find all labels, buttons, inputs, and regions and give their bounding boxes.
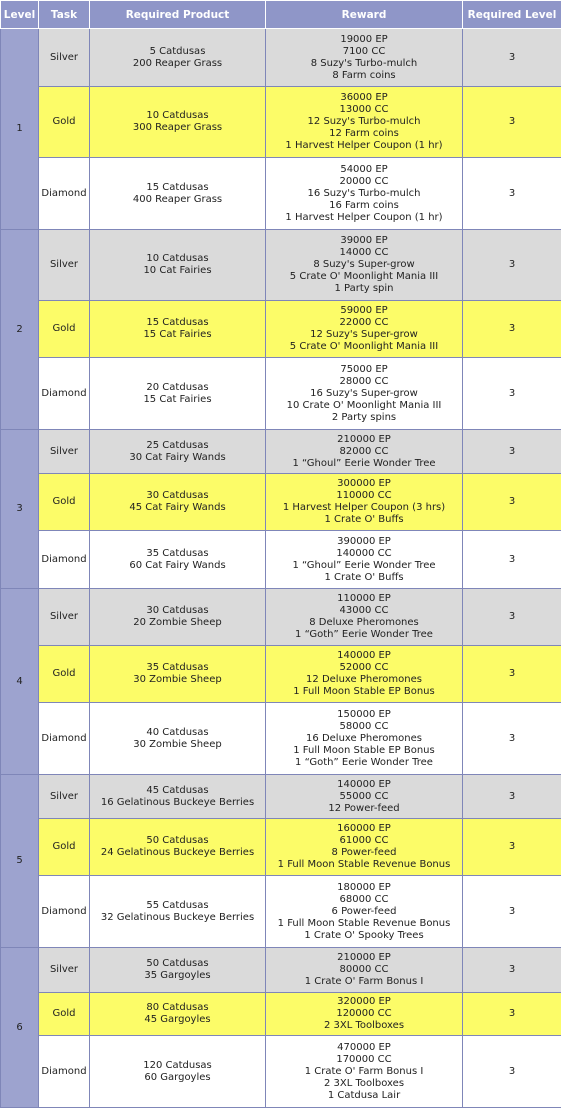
product-line: 15 Cat Fairies <box>143 329 212 340</box>
reward-line: 1 Catdusa Lair <box>327 1089 401 1101</box>
reward-line: 12 Suzy's Turbo-mulch <box>307 116 421 127</box>
reward-line: 12 Power-feed <box>328 802 400 814</box>
reward-line: 1 Full Moon Stable EP Bonus <box>293 686 435 697</box>
product-line: 40 Catdusas <box>146 726 209 738</box>
required-product-cell <box>90 819 266 876</box>
reward-cell <box>266 430 463 474</box>
reward-cell <box>266 819 463 876</box>
reward-cell <box>266 158 463 230</box>
required-product-cell <box>90 775 266 819</box>
product-line: 45 Gargoyles <box>144 1014 211 1025</box>
product-line: 45 Cat Fairy Wands <box>129 502 226 513</box>
task-cell: Silver <box>39 948 90 993</box>
reward-line: 1 “Goth” Eerie Wonder Tree <box>295 756 433 768</box>
required-level-cell: 3 <box>463 703 561 775</box>
product-line: 30 Cat Fairy Wands <box>129 451 226 463</box>
product-line: 32 Gelatinous Buckeye Berries <box>100 911 255 923</box>
required-product-cell <box>90 1036 266 1108</box>
reward-line: 12 Farm coins <box>329 128 399 139</box>
reward-line: 10 Crate O' Moonlight Mania III <box>286 399 442 411</box>
reward-line: 1 Harvest Helper Coupon (1 hr) <box>285 140 443 151</box>
required-product-cell <box>90 589 266 646</box>
product-line: 15 Catdusas <box>146 317 209 328</box>
reward-cell <box>266 474 463 531</box>
reward-cell <box>266 87 463 158</box>
reward-line: 14000 CC <box>339 247 389 258</box>
reward-line: 59000 EP <box>340 305 388 316</box>
reward-line: 6 Power-feed <box>331 905 397 917</box>
level-cell: 1 <box>1 29 39 230</box>
reward-line: 1 “Ghoul” Eerie Wonder Tree <box>292 559 436 571</box>
reward-line: 28000 CC <box>339 375 389 387</box>
reward-line: 1 Harvest Helper Coupon (3 hrs) <box>282 502 446 513</box>
required-product-cell <box>90 358 266 430</box>
header-required-level: Required Level <box>463 1 561 29</box>
table-row <box>1 948 561 993</box>
reward-cell <box>266 301 463 358</box>
reward-cell <box>266 876 463 948</box>
level-cell: 6 <box>1 948 39 1108</box>
reward-line: 160000 EP <box>337 823 391 834</box>
reward-line: 52000 CC <box>339 662 389 673</box>
reward-line: 210000 EP <box>337 433 391 445</box>
reward-line: 13000 CC <box>339 104 389 115</box>
table-row <box>1 358 561 430</box>
reward-line: 54000 EP <box>340 163 388 175</box>
task-cell: Silver <box>39 230 90 301</box>
product-line: 50 Catdusas <box>146 835 209 846</box>
reward-line: 16 Suzy's Turbo-mulch <box>307 187 421 199</box>
reward-line: 1 Harvest Helper Coupon (1 hr) <box>285 211 443 223</box>
required-level-cell: 3 <box>463 230 561 301</box>
reward-line: 170000 CC <box>336 1053 392 1065</box>
required-level-cell: 3 <box>463 158 561 230</box>
header-task: Task <box>39 1 90 29</box>
task-cell: Gold <box>39 474 90 531</box>
required-product-cell <box>90 876 266 948</box>
required-level-cell: 3 <box>463 358 561 430</box>
product-line: 80 Catdusas <box>146 1002 209 1013</box>
required-product-cell <box>90 474 266 531</box>
table-row <box>1 29 561 87</box>
reward-line: 39000 EP <box>340 235 388 246</box>
required-level-cell: 3 <box>463 87 561 158</box>
product-line: 30 Zombie Sheep <box>133 674 222 685</box>
product-line: 16 Gelatinous Buckeye Berries <box>100 796 255 808</box>
required-product-cell <box>90 948 266 993</box>
reward-line: 80000 CC <box>339 964 389 975</box>
reward-cell <box>266 29 463 87</box>
reward-line: 210000 EP <box>337 952 391 963</box>
header-row <box>1 1 561 29</box>
product-line: 60 Cat Fairy Wands <box>129 559 226 571</box>
table-row <box>1 531 561 589</box>
reward-line: 55000 CC <box>339 790 389 802</box>
reward-line: 36000 EP <box>340 92 388 103</box>
table-row <box>1 876 561 948</box>
reward-line: 8 Deluxe Pheromones <box>309 617 419 628</box>
required-level-cell: 3 <box>463 430 561 474</box>
required-product-cell <box>90 301 266 358</box>
product-line: 200 Reaper Grass <box>132 57 223 69</box>
reward-line: 8 Farm coins <box>332 69 396 81</box>
reward-line: 320000 EP <box>337 996 391 1007</box>
reward-line: 16 Suzy's Super-grow <box>310 387 418 399</box>
task-cell: Silver <box>39 775 90 819</box>
product-line: 15 Cat Fairies <box>143 393 212 405</box>
reward-cell <box>266 230 463 301</box>
required-product-cell <box>90 230 266 301</box>
task-cell: Gold <box>39 646 90 703</box>
task-cell: Diamond <box>39 358 90 430</box>
reward-line: 61000 CC <box>339 835 389 846</box>
table-row <box>1 775 561 819</box>
level-cell: 5 <box>1 775 39 948</box>
product-line: 60 Gargoyles <box>144 1071 211 1083</box>
table-row <box>1 993 561 1036</box>
task-cell: Gold <box>39 819 90 876</box>
reward-cell <box>266 531 463 589</box>
table-row <box>1 589 561 646</box>
required-level-cell: 3 <box>463 29 561 87</box>
required-level-cell: 3 <box>463 1036 561 1108</box>
product-line: 30 Catdusas <box>146 605 209 616</box>
table-row <box>1 158 561 230</box>
required-level-cell: 3 <box>463 531 561 589</box>
required-level-cell: 3 <box>463 876 561 948</box>
product-line: 10 Cat Fairies <box>143 265 212 276</box>
table-row <box>1 646 561 703</box>
reward-line: 12 Deluxe Pheromones <box>306 674 422 685</box>
reward-line: 1 Party spin <box>334 283 394 294</box>
task-cell: Diamond <box>39 876 90 948</box>
required-level-cell: 3 <box>463 819 561 876</box>
reward-line: 140000 CC <box>336 547 392 559</box>
reward-line: 75000 EP <box>340 363 388 375</box>
reward-cell <box>266 948 463 993</box>
product-line: 120 Catdusas <box>143 1059 212 1071</box>
header-required-product: Required Product <box>90 1 266 29</box>
reward-line: 1 Crate O' Buffs <box>324 571 404 583</box>
reward-line: 2 3XL Toolboxes <box>323 1020 405 1031</box>
table-body <box>1 29 561 1108</box>
required-product-cell <box>90 703 266 775</box>
product-line: 30 Catdusas <box>146 490 209 501</box>
reward-line: 19000 EP <box>340 33 388 45</box>
reward-line: 180000 EP <box>337 881 391 893</box>
product-line: 35 Gargoyles <box>144 970 211 981</box>
table-row <box>1 474 561 531</box>
reward-line: 470000 EP <box>337 1041 391 1053</box>
table-row <box>1 430 561 474</box>
reward-line: 110000 EP <box>337 593 391 604</box>
table-row <box>1 230 561 301</box>
required-product-cell <box>90 87 266 158</box>
product-line: 25 Catdusas <box>146 439 209 451</box>
reward-line: 1 Crate O' Farm Bonus I <box>304 1065 424 1077</box>
reward-line: 140000 EP <box>337 650 391 661</box>
reward-line: 1 “Ghoul” Eerie Wonder Tree <box>292 457 436 469</box>
reward-line: 1 Full Moon Stable EP Bonus <box>293 744 435 756</box>
header-reward: Reward <box>266 1 463 29</box>
task-cell: Gold <box>39 87 90 158</box>
required-level-cell: 3 <box>463 948 561 993</box>
reward-line: 120000 CC <box>336 1008 392 1019</box>
reward-line: 68000 CC <box>339 893 389 905</box>
task-cell: Gold <box>39 301 90 358</box>
product-line: 35 Catdusas <box>146 662 209 673</box>
table-row <box>1 1036 561 1108</box>
task-cell: Diamond <box>39 703 90 775</box>
product-line: 45 Catdusas <box>146 784 209 796</box>
required-level-cell: 3 <box>463 474 561 531</box>
task-cell: Diamond <box>39 531 90 589</box>
task-cell: Silver <box>39 589 90 646</box>
task-cell: Diamond <box>39 1036 90 1108</box>
reward-line: 58000 CC <box>339 720 389 732</box>
required-level-cell: 3 <box>463 301 561 358</box>
task-cell: Gold <box>39 993 90 1036</box>
product-line: 50 Catdusas <box>146 958 209 969</box>
reward-line: 1 Crate O' Spooky Trees <box>304 929 424 941</box>
product-line: 300 Reaper Grass <box>132 122 223 133</box>
product-line: 400 Reaper Grass <box>132 193 223 205</box>
required-level-cell: 3 <box>463 589 561 646</box>
reward-line: 20000 CC <box>339 175 389 187</box>
reward-line: 390000 EP <box>337 535 391 547</box>
product-line: 30 Zombie Sheep <box>133 738 222 750</box>
reward-line: 16 Deluxe Pheromones <box>306 732 422 744</box>
level-cell: 4 <box>1 589 39 775</box>
reward-line: 1 “Goth” Eerie Wonder Tree <box>295 629 433 640</box>
task-cell: Silver <box>39 29 90 87</box>
reward-line: 8 Suzy's Super-grow <box>313 259 415 270</box>
reward-cell <box>266 993 463 1036</box>
header-level: Level <box>1 1 39 29</box>
product-line: 10 Catdusas <box>146 110 209 121</box>
product-line: 20 Catdusas <box>146 381 209 393</box>
table-row <box>1 87 561 158</box>
required-product-cell <box>90 29 266 87</box>
required-product-cell <box>90 430 266 474</box>
level-cell: 2 <box>1 230 39 430</box>
task-cell: Diamond <box>39 158 90 230</box>
reward-line: 43000 CC <box>339 605 389 616</box>
reward-line: 1 Full Moon Stable Revenue Bonus <box>277 859 451 870</box>
reward-cell <box>266 775 463 819</box>
reward-line: 150000 EP <box>337 708 391 720</box>
product-line: 24 Gelatinous Buckeye Berries <box>100 847 255 858</box>
level-cell: 3 <box>1 430 39 589</box>
reward-line: 82000 CC <box>339 445 389 457</box>
reward-line: 1 Full Moon Stable Revenue Bonus <box>277 917 451 929</box>
required-product-cell <box>90 646 266 703</box>
reward-cell <box>266 646 463 703</box>
required-product-cell <box>90 158 266 230</box>
product-line: 55 Catdusas <box>146 899 209 911</box>
table-row <box>1 819 561 876</box>
reward-cell <box>266 703 463 775</box>
table-row <box>1 301 561 358</box>
reward-line: 7100 CC <box>342 45 386 57</box>
required-level-cell: 3 <box>463 775 561 819</box>
product-line: 5 Catdusas <box>149 45 206 57</box>
reward-cell <box>266 589 463 646</box>
reward-line: 110000 CC <box>336 490 392 501</box>
reward-line: 22000 CC <box>339 317 389 328</box>
reward-line: 8 Power-feed <box>331 847 397 858</box>
reward-cell <box>266 1036 463 1108</box>
required-level-cell: 3 <box>463 993 561 1036</box>
task-cell: Silver <box>39 430 90 474</box>
required-product-cell <box>90 993 266 1036</box>
reward-line: 16 Farm coins <box>329 199 399 211</box>
reward-line: 2 Party spins <box>331 411 397 423</box>
reward-line: 12 Suzy's Super-grow <box>310 329 418 340</box>
reward-line: 5 Crate O' Moonlight Mania III <box>289 341 439 352</box>
product-line: 20 Zombie Sheep <box>133 617 222 628</box>
reward-line: 300000 EP <box>337 478 391 489</box>
required-product-cell <box>90 531 266 589</box>
product-line: 10 Catdusas <box>146 253 209 264</box>
table-row <box>1 703 561 775</box>
reward-line: 5 Crate O' Moonlight Mania III <box>289 271 439 282</box>
reward-line: 8 Suzy's Turbo-mulch <box>310 57 418 69</box>
reward-line: 140000 EP <box>337 778 391 790</box>
reward-line: 1 Crate O' Buffs <box>324 514 404 525</box>
reward-cell <box>266 358 463 430</box>
reward-line: 1 Crate O' Farm Bonus I <box>304 976 424 987</box>
reward-line: 2 3XL Toolboxes <box>323 1077 405 1089</box>
product-line: 35 Catdusas <box>146 547 209 559</box>
required-level-cell: 3 <box>463 646 561 703</box>
product-line: 15 Catdusas <box>146 181 209 193</box>
